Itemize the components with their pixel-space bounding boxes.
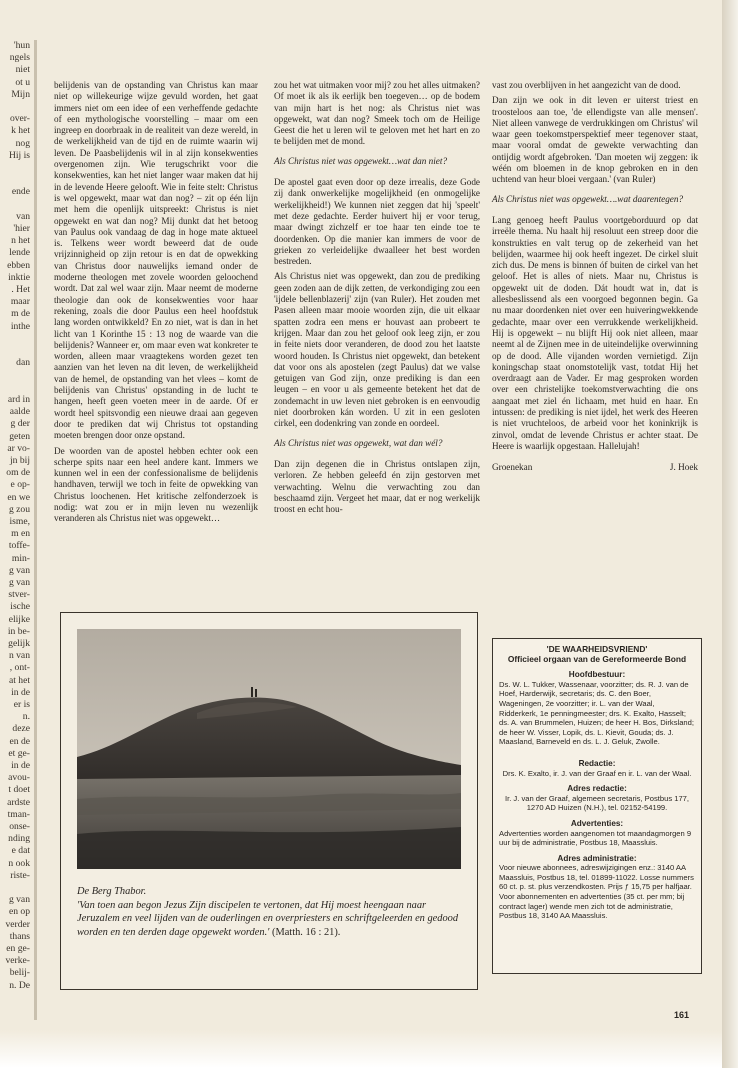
edge-fragment: toffe- xyxy=(8,540,30,552)
photo-frame xyxy=(60,612,478,990)
edge-fragment: verder xyxy=(5,918,30,930)
edge-fragment: tman- xyxy=(7,808,30,820)
signature-line xyxy=(492,462,698,473)
edge-fragment: g van xyxy=(8,564,30,576)
edge-fragment: ot u xyxy=(15,76,30,88)
edge-fragment: lende xyxy=(9,247,30,259)
edge-fragment: ebben xyxy=(7,259,30,271)
edge-fragment: in be- xyxy=(7,625,30,637)
edge-fragment: ische xyxy=(10,601,30,613)
edge-fragment: 'hier xyxy=(13,223,30,235)
edge-fragment: ard in xyxy=(7,393,30,405)
edge-fragment: ardste xyxy=(7,796,30,808)
section-heading: Als Christus niet was opgewekt….wat daarentegen? xyxy=(492,193,684,204)
edge-fragment: nog xyxy=(15,137,30,149)
board-label: Hoofdbestuur: xyxy=(568,670,626,680)
edge-fragment: gelijk xyxy=(8,637,30,649)
edge-fragment: onse- xyxy=(9,821,30,832)
edge-fragment: g van xyxy=(8,894,30,906)
edge-fragment xyxy=(0,199,30,211)
board-text: Ds. W. L. Tukker, Wassenaar, voorzitter; ds. R. J. van de Hoef, Harderwijk, secretaris; ds. C. den Boer, Wageningen, 2e voorzitter; ir. L. van der Waal, Ridderkerk, 1e penningmeester; drs. K. Exalto, Hasselt; ds. A. van Brummelen, Huizen; de heer H. Bos, Dirksland; de heer W. Visser, Lopik, ds. L. Kievit, Gouda; ds. J. Maasland, Barneveld en ds. L. J. Geluk, Zwolle. xyxy=(499,679,694,747)
edge-fragment: g der xyxy=(10,418,30,430)
edge-fragment: t doet xyxy=(8,784,30,796)
section-heading: Als Christus niet was opgewekt…wat dan niet? xyxy=(274,155,448,166)
caption-quote xyxy=(77,899,461,940)
photo-caption xyxy=(77,885,461,939)
edge-fragment xyxy=(0,882,30,894)
paragraph: De woorden van de apostel hebben echter ook een scherpe spits naar een heel andere kant. Immers we kunnen wel in een der confessionalisme de belijdenis handhaven, terwijl we toch in feite de opwekking van Christus loochenen. Het kritische zelfonderzoek is nodig: wat zou er in mijn leven nu wezenlijk veranderen als Christus niet was opgewekt… xyxy=(54,445,258,524)
edge-fragment: , ont- xyxy=(9,662,30,674)
adres-text: Ir. J. van der Graaf, algemeen secretaris, Postbus 177, 1270 AD Huizen (N.H.), tel. 02152-54199. xyxy=(504,793,690,813)
edge-fragment: belij- xyxy=(9,967,30,979)
caption-reference: (Matth. 16 : 21). xyxy=(272,926,341,938)
edge-fragment: e dat xyxy=(11,845,30,857)
edge-fragment: om de xyxy=(6,467,30,479)
section-heading: Als Christus niet was opgewekt, wat dan wél? xyxy=(274,437,443,448)
redactie-label: Redactie: xyxy=(578,758,616,768)
page-gutter xyxy=(34,40,37,1020)
edge-fragment: isme, xyxy=(9,515,30,527)
edge-fragment: ende xyxy=(11,186,30,198)
page-edge xyxy=(722,0,738,1068)
paragraph: belijdenis van de opstanding van Christus kan maar niet op willekeurige wijze gevuld worden, het gaat immers niet om een idee of een verheffende gedachte of een mythologische voorstelling – maar om een ingreep en doorbraak in de realiteit van deze wereld, in de werkelijkheid van de tijd en de ruimte waarin wij leven. De Paasbelijdenis wil in al zijn konsekwenties overgenomen zijn. Wie terugschrikt voor die konsekwenties, kan het niet langer waar maken dat hij in de levende Heere gelooft. Wie in feite stelt: Christus is wel opgewekt, maar wat dan nog? – zit op één lijn met hem die openlijk uitspreekt: Christus is niet opgewekt en wat dan nog? Mij dunkt dat het betoog van Paulus ook vandaag de dag in hoge mate aktueel is. Telkens weer wordt beweerd dat de oude vrijzinnigheid op zijn retour is en dat de opwekking van Christus door nauwelijks iemand onder de moderne theologen met zovele woorden geloochend wordt. Dat zal wel waar zijn. Maar neemt de moderne theologie dan ook de konsekwenties voor haar rekening, zoals die door Paulus een heel hoofdstuk lang worden ontwikkeld? En zo niet, wat is dan in het licht van 1 Korinthe 15 : 13 nog de waarde van die belijdenis? Wanneer er, om maar even wat konkreter te worden, alleen maar vraagtekens worden gezet ten aanzien van het leven na dit leven, de werkelijkheid van de hemel, de opstanding van het vlees – komt de belijdenis van Christus' opstanding in de lucht te hangen, heeft geen voeten meer in de aarde. Of er wordt heel spitsvondig een nieuwe draai aan gegeven door te prediken dat wij Christus tot opstanding moeten brengen door onze opstand. xyxy=(54,80,258,441)
edge-fragment: in de xyxy=(11,759,30,771)
edge-fragment: nding xyxy=(8,833,30,845)
article-column-3 xyxy=(492,80,698,474)
edge-fragment: elijke xyxy=(8,613,30,625)
edge-fragment: g van xyxy=(8,576,30,588)
edge-fragment: en we xyxy=(7,491,30,503)
edge-fragment: en op xyxy=(8,906,30,918)
redactie-text: Drs. K. Exalto, ir. J. van der Graaf en ir. L. van der Waal. xyxy=(502,768,692,778)
article-column-1 xyxy=(54,80,258,529)
edge-fragment: stver- xyxy=(8,589,30,601)
article-column-2 xyxy=(274,80,480,519)
paragraph: Als Christus niet was opgewekt, dan zou de prediking geen zoden aan de dijk zetten, de verkondiging zou een 'ijdele bellenblazerij' zijn (van Ruler). Het zouden met Pasen alleen maar mooie woorden zijn, die uit elkaar spatten zodra een mens er houvast aan probeert te krijgen. Maar dan zou het geloof ook leeg zijn, er zou in feite niets door veranderen, de dood zou het laatste woord houden. Is Christus niet opgewekt, dan betekent dat voor ons als apostelen (zegt Paulus) dat we valse getuigen van God zijn, onze prediking is dan een leugen – en voor u als gemeente betekent het dat de zondemacht in uw leven niet gebroken is en eenvoudig niet doorbroken kán worden. U zit in een gesloten cirkel, een dodenkring van zonde en oordeel. xyxy=(274,271,480,429)
paragraph: Dan zijn degenen die in Christus ontslapen zijn, verloren. Ze hebben geleefd én zijn gestorven met verwachting. Welnu die verwachting zou dan beschaamd zijn. Vergeet het maar, dat er nog werkelijk troost en echt hou- xyxy=(274,458,480,515)
edge-fragment xyxy=(0,174,30,186)
paragraph: De apostel gaat even door op deze irrealis, deze Gode zij dank onwerkelijke mogelijkheid (en onmogelijke werkelijkheid!) We kunnen niet zeggen dat hij 'speelt' met deze gedachte. Eerder huivert hij er voor terug, maar dwingt zichzelf er toe haar ten einde toe te doordenken. Op die manier kan immers de voor de grieken zo verleidelijke dwaalleer het best worden bestreden. xyxy=(274,177,480,267)
edge-fragment: inthe xyxy=(10,320,30,332)
edge-fragment: e op- xyxy=(10,479,30,491)
edge-fragment xyxy=(0,101,30,113)
edge-fragment: . Het xyxy=(11,284,30,296)
edge-fragment xyxy=(0,162,30,174)
edge-fragment xyxy=(0,333,30,345)
edge-fragment: n. De xyxy=(9,979,30,991)
paragraph: Lang genoeg heeft Paulus voortgeborduurd op dat irreële thema. Nu haalt hij resoluut een streep door die konstrukties en valt terug op de zekerheid van het belijden, waarmee hij ook heeft ingezet. De cirkel sluit zich dus. De mens is binnen óf buiten de cirkel van het geloof. Het is alles of niets. Maar nu, Christus is opgewekt uit de doden. Dát houdt wat in, dat is allesbeslissend als een voorgoed begonnen begin. Ga nu maar doordenken niet over een huiveringwekkende gedachte, maar over een verrukkende werkelijkheid. Hij is opgewekt – nu blijft Hij ook niet alleen, maar neemt al de Zijnen mee in de uiteindelijke overwinning op de dood. Alle vijanden worden vernietigd. Zijn koningschap staat onomstotelijk vast, totdat Hij het overdraagt aan de Vader. Er mag gesproken worden over een christelijke toekomstverwachting die ons aangaat met ziel én lichaam, met huid en haar. En intussen: de prediking is niet ijdel, het werk des Heeren is niet vruchteloos, de arbeid voor het koninkrijk is zinvol, omdat de levende Christus er achter staat. De Heere is waarlijk opgestaan. Hallelujah! xyxy=(492,214,698,451)
paragraph: Dan zijn we ook in dit leven er uiterst triest en troosteloos aan toe, 'de ellendigste van alle mensen'. Niet alleen vanwege de verdrukkingen om Christus' wil waar geen toekomstperspektief meer tegenover staat, maar vooral omdat de gewekte verwachting dan ontijdig wordt afgebroken. 'Dan moeten wij zeggen: ik wéén om bloemen in de knop gebroken en in den uchtend van heur bloei vergaan.' (van Ruler) xyxy=(492,95,698,185)
paragraph: zou het wat uitmaken voor mij? zou het alles uitmaken? Of moet ik als ik eerlijk ben toegeven… op de bodem van mijn hart is het nog: als Christus niet was opgewekt, wat dan nog? Smeek toch om de Heilige Geest die het u leren wil te geloven met het hart en zo te belijden met de mond. xyxy=(274,80,480,147)
edge-fragment: k het xyxy=(11,125,30,137)
caption-title: De Berg Thabor. xyxy=(77,886,147,897)
mount-tabor-photo-image xyxy=(77,629,461,869)
edge-fragment: thans xyxy=(9,930,30,942)
edge-fragment: in de xyxy=(11,686,30,698)
edge-fragment: van xyxy=(16,210,30,222)
masthead-title: 'DE WAARHEIDSVRIEND' xyxy=(546,644,648,654)
edge-fragment: 'hun xyxy=(13,40,30,51)
edge-fragment: dan xyxy=(16,357,30,369)
signature-author: J. Hoek xyxy=(669,462,698,473)
admin-label: Adres administratie: xyxy=(557,853,637,863)
edge-fragment: inktie xyxy=(8,271,30,283)
edge-fragment: jn bij xyxy=(10,454,30,466)
edge-fragment: n van xyxy=(8,650,30,662)
masthead-subtitle: Officieel orgaan van de Gereformeerde Bond xyxy=(507,653,687,664)
edge-fragment: verke- xyxy=(5,955,30,967)
edge-fragment: Hij is xyxy=(8,149,30,161)
edge-fragment: en de xyxy=(9,735,30,747)
previous-page-edge-text xyxy=(0,40,32,1020)
edge-fragment: deze xyxy=(12,723,30,735)
caption-quote-text: 'Van toen aan begon Jezus Zijn discipelen te vertonen, dat Hij moest heengaan naar Jeruzalem en veel lijden van de ouderlingen en overpriesters en schriftgeleerden en gedood worden en ten derden dage opgewekt worden.' xyxy=(77,899,459,938)
admin-text: Voor nieuwe abonnees, adreswijzigingen enz.: 3140 AA Maassluis, Postbus 18, tel. 01899-11022. Losse nummers 60 ct. p. st. plus verzendkosten. Prijs ƒ 15,75 per halfjaar. Voor abonnementen en advertenties (35 ct. per mm; bij contract lager) wende men zich tot de administratie, Postbus 18, 3140 AA Maassluis. xyxy=(499,863,694,921)
edge-fragment: en ge- xyxy=(6,943,30,955)
edge-fragment: n. xyxy=(22,711,30,723)
edge-fragment: niet xyxy=(15,64,30,76)
edge-fragment: n ook xyxy=(8,857,30,869)
edge-fragment xyxy=(0,369,30,381)
edge-fragment: min- xyxy=(11,552,30,564)
edge-fragment: ar vo- xyxy=(7,442,30,454)
edge-fragment: ngels xyxy=(9,52,30,64)
signature-place: Groenekan xyxy=(492,462,533,473)
edge-fragment: geten xyxy=(9,430,30,442)
advert-label: Advertenties: xyxy=(570,818,624,828)
edge-fragment: et ge- xyxy=(8,747,30,759)
edge-fragment: avou- xyxy=(8,772,30,784)
edge-fragment: er is xyxy=(13,698,30,710)
edge-fragment xyxy=(0,382,30,394)
edge-fragment: m en xyxy=(11,528,30,540)
advert-text: Advertenties worden aangenomen tot maandagmorgen 9 uur bij de administratie, Postbus 18, Maassluis. xyxy=(499,828,692,848)
masthead-box xyxy=(492,638,702,974)
edge-fragment: maar xyxy=(10,296,30,308)
edge-fragment: over- xyxy=(9,113,30,125)
edge-fragment: riste- xyxy=(10,869,30,881)
bottom-margin xyxy=(0,1030,722,1068)
edge-fragment: m de xyxy=(11,308,30,320)
paragraph: vast zou overblijven in het aangezicht van de dood. xyxy=(492,80,681,90)
edge-fragment xyxy=(0,345,30,357)
page-number: 161 xyxy=(674,1010,690,1020)
edge-fragment: aalde xyxy=(9,406,30,418)
adres-label: Adres redactie: xyxy=(567,784,627,794)
edge-fragment: Mijn xyxy=(11,88,30,100)
edge-fragment: n het xyxy=(11,235,30,247)
edge-fragment: g zou xyxy=(8,503,30,515)
mount-tabor-photo xyxy=(77,629,461,869)
edge-fragment: at het xyxy=(8,674,30,686)
